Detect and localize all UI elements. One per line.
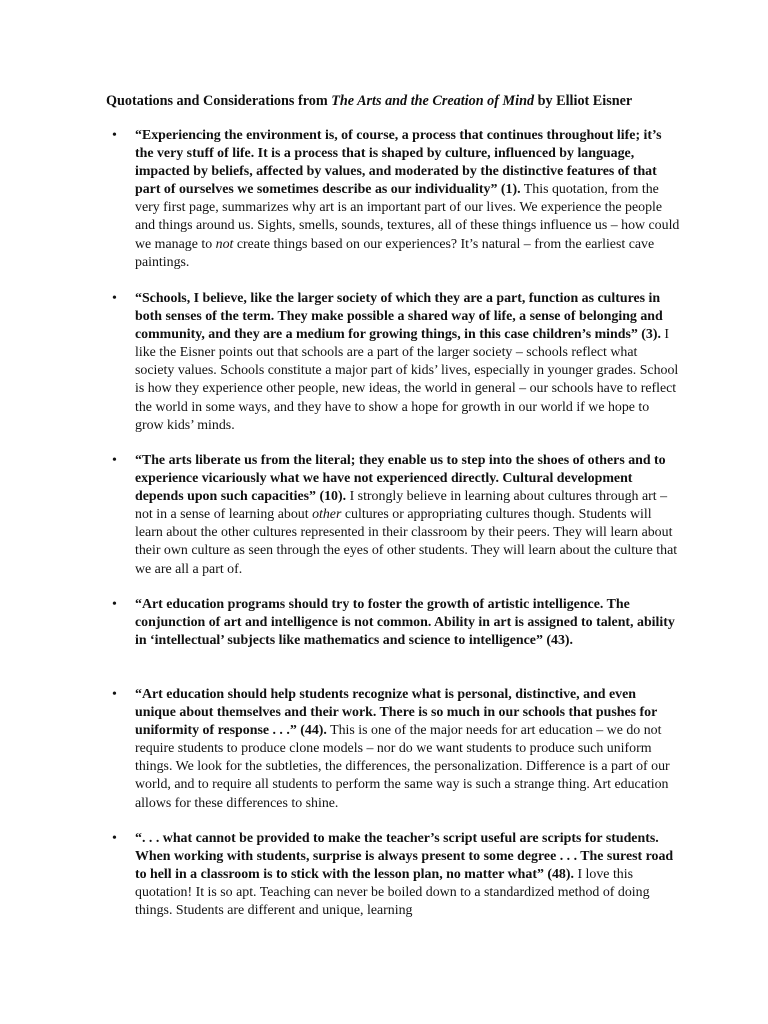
document-title: [106, 92, 706, 110]
commentary-text-end: create things based on our experiences? It’s natural – from the earliest cave paintings.: [135, 236, 655, 270]
list-item: [135, 830, 680, 920]
commentary-text: This quotation, from the very first page, summarizes why art is an important part of our lives. We experience the people and things around us. Sights, smells, sounds, textures, all of these things influence us – how could we manage to: [135, 182, 680, 252]
commentary-text-end: cultures or appropriating cultures though. Students will learn about the other cultures represented in their classroom by their peers. They will learn about their own culture as seen through the eyes of other students. They will learn about the culture that we are all a part of.: [135, 507, 678, 577]
quotation-text: “Art education should help students recognize what is personal, distinctive, and even unique about themselves and their work. There is so much in our schools that pushes for uniformity of response . . .” (44).: [135, 687, 658, 739]
list-item: [135, 596, 680, 650]
commentary-emphasis: other: [312, 507, 342, 523]
bullet-icon: •: [112, 453, 117, 468]
bullet-icon: •: [112, 597, 117, 612]
quotation-text: “Schools, I believe, like the larger society of which they are a part, function as cultures in both senses of the term. They make possible a shared way of life, a sense of belonging and community, and they are a medium for growing things, in this case children’s minds” (3).: [135, 291, 663, 343]
commentary-text: I strongly believe in learning about cultures through art – not in a sense of learning about: [135, 489, 668, 523]
list-item: [135, 686, 680, 813]
commentary-emphasis: not: [215, 236, 234, 252]
title-author: by Elliot Eisner: [534, 93, 633, 109]
bullet-icon: •: [112, 831, 117, 846]
title-prefix: Quotations and Considerations from: [106, 93, 332, 109]
list-item: [135, 290, 680, 435]
commentary-text: I like the Eisner points out that schools are a part of the larger society – schools reflect what society values. Schools constitute a major part of kids’ lives, especially in younger grades. School is how they experience other people, new ideas, the world in general – our schools have to reflect the world in some ways, and they have to show a hope for growth in our world if we hope to grow kids’ minds.: [135, 327, 679, 433]
list-item: [135, 452, 680, 579]
commentary-text: I love this quotation! It is so apt. Teaching can never be boiled down to a standardized method of doing things. Students are different and unique, learning: [135, 867, 650, 919]
quotation-text: “The arts liberate us from the literal; they enable us to step into the shoes of others and to experience vicariously what we have not experienced directly. Cultural development depends upon such capacities” (10).: [135, 453, 666, 505]
title-book-name: The Arts and the Creation of Mind: [331, 93, 535, 109]
bullet-icon: •: [112, 128, 117, 143]
quotation-text: “Experiencing the environment is, of course, a process that continues throughout life; it’s the very stuff of life. It is a process that is shaped by culture, influenced by language, impacted by beliefs, affected by values, and moderated by the distinctive features of that part of ourselves we sometimes describe as our individuality” (1).: [135, 128, 662, 198]
bullet-icon: •: [112, 291, 117, 306]
bullet-icon: •: [112, 687, 117, 702]
quotation-text: “. . . what cannot be provided to make the teacher’s script useful are scripts for students. When working with students, surprise is always present to some degree . . . The surest road to hell in a classroom is to stick with the lesson plan, no matter what” (48).: [135, 831, 674, 883]
quotation-text: “Art education programs should try to foster the growth of artistic intelligence. The conjunction of art and intelligence is not common. Ability in art is assigned to talent, ability in ‘intellectual’ subjects like mathematics and science to intelligence” (43).: [135, 597, 675, 649]
list-item: [135, 127, 680, 272]
commentary-text: This is one of the major needs for art education – we do not require students to produce clone models – nor do we want students to produce such uniform things. We look for the subtleties, the differences, the personalization. Difference is a part of our world, and to require all students to perform the same way is such a strange thing. Art education allows for these differences to shine.: [135, 723, 670, 811]
